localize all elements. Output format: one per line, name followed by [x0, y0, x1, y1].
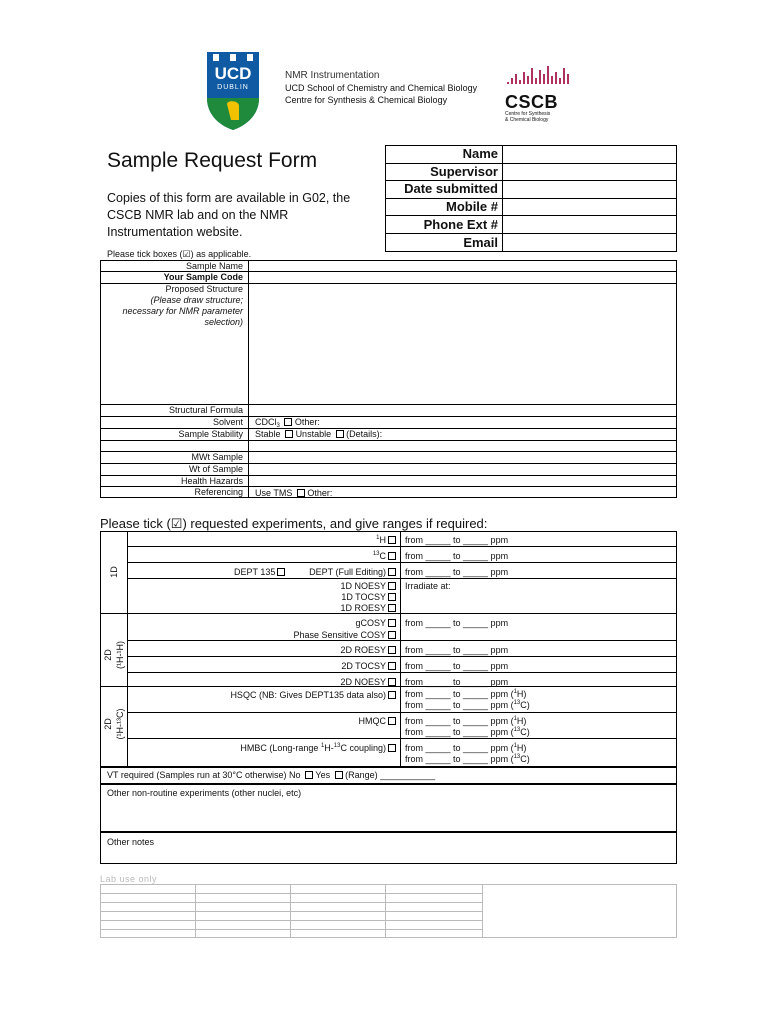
solvent-options	[255, 416, 320, 428]
range-hsqc-c[interactable]	[405, 699, 530, 711]
hsqc-h-tag: H)	[516, 689, 527, 699]
field-name[interactable]	[503, 146, 676, 162]
unstable-label: Unstable	[295, 429, 332, 439]
field-structure-drawing[interactable]	[249, 284, 676, 403]
use-tms-label: Use TMS	[255, 488, 293, 498]
exp-hmqc: HMQC	[358, 716, 386, 726]
exp-13c: C	[379, 551, 386, 561]
label-proposed-structure: Proposed Structure	[165, 284, 243, 294]
label-mobile: Mobile #	[445, 199, 498, 215]
label-hazards: Health Hazards	[180, 476, 243, 486]
range-dept[interactable]: from _____ to _____ ppm	[405, 567, 509, 577]
exp-dept-full: DEPT (Full Editing)	[309, 567, 386, 577]
vt-yes: Yes	[315, 770, 331, 780]
range-1h[interactable]: from _____ to _____ ppm	[405, 535, 509, 545]
intro-text: Copies of this form are available in G02, the CSCB NMR lab and on the NMR Instrumentation website.	[107, 191, 351, 239]
13c-checkbox[interactable]	[388, 552, 396, 560]
vt-yes-checkbox[interactable]	[335, 771, 343, 779]
2d-noesy-checkbox[interactable]	[388, 678, 396, 686]
label-phone-ext: Phone Ext #	[423, 216, 498, 232]
label-wt: Wt of Sample	[188, 464, 243, 474]
1h-checkbox[interactable]	[388, 536, 396, 544]
label-name: Name	[462, 146, 498, 161]
field-supervisor[interactable]	[503, 164, 676, 180]
ucd-logo	[205, 50, 261, 132]
1d-tocsy-checkbox[interactable]	[388, 593, 396, 601]
irradiate-label: Irradiate at:	[405, 581, 451, 591]
org-line2: UCD School of Chemistry and Chemical Biology	[285, 83, 478, 93]
range-hmbc-h-text: from _____ to _____ ppm (	[405, 743, 514, 753]
hsqc-c-sup: 13	[513, 700, 521, 706]
unstable-checkbox[interactable]	[336, 430, 344, 438]
other-notes-box[interactable]	[100, 832, 677, 864]
hsqc-c-tag: C)	[520, 700, 530, 710]
hmbc-c-tag: C)	[520, 754, 530, 764]
experiments-heading: Please tick (☑) requested experiments, and give ranges if required:	[100, 516, 488, 531]
hmbc-b: C coupling)	[340, 743, 386, 753]
stable-checkbox[interactable]	[285, 430, 293, 438]
field-date-submitted[interactable]	[503, 181, 676, 197]
dept-full-checkbox[interactable]	[388, 568, 396, 576]
c13-sup: 13	[372, 551, 380, 557]
field-email[interactable]	[503, 234, 676, 251]
exp-2d-noesy: 2D NOESY	[340, 677, 386, 687]
structure-note2: necessary for NMR parameter	[122, 306, 243, 316]
cscb-logo	[505, 64, 575, 123]
label-structural-formula: Structural Formula	[168, 405, 243, 415]
solvent-cdcl: CDCl	[255, 417, 277, 427]
gcosy-checkbox[interactable]	[388, 619, 396, 627]
stability-options	[255, 428, 382, 440]
label-referencing: Referencing	[194, 487, 243, 497]
org-line3: Centre for Synthesis & Chemical Biology	[285, 95, 448, 105]
ps-cosy-checkbox[interactable]	[388, 631, 396, 639]
hsqc-h-sup: 1	[513, 689, 517, 695]
1d-noesy-checkbox[interactable]	[388, 582, 396, 590]
other-nuclei-label: Other non-routine experiments (other nuclei, etc)	[107, 788, 302, 798]
range-hsqc-h-text: from _____ to _____ ppm (	[405, 689, 514, 699]
range-hmbc-c-text: from _____ to _____ ppm (	[405, 754, 514, 764]
vt-text: VT required (Samples run at 30°C otherwise) No	[107, 770, 301, 780]
solvent-cdcl-sub: 3	[276, 423, 280, 429]
experiment-labels	[130, 531, 396, 767]
use-tms-checkbox[interactable]	[297, 489, 305, 497]
range-column	[405, 531, 675, 767]
group-2d-hc	[102, 684, 126, 764]
hmqc-checkbox[interactable]	[388, 717, 396, 725]
exp-hsqc: HSQC (NB: Gives DEPT135 data also)	[230, 690, 386, 700]
1d-roesy-checkbox[interactable]	[388, 604, 396, 612]
page-title: Sample Request Form	[107, 149, 318, 172]
exp-dept135: DEPT 135	[234, 567, 276, 577]
cscb-logo-text: CSCB	[505, 92, 559, 112]
label-mwt: MWt Sample	[191, 452, 243, 462]
2d-roesy-checkbox[interactable]	[388, 646, 396, 654]
exp-2d-roesy: 2D ROESY	[340, 645, 386, 655]
label-date-submitted: Date submitted	[404, 181, 498, 197]
exp-2d-tocsy: 2D TOCSY	[341, 661, 386, 671]
hmbc-checkbox[interactable]	[388, 744, 396, 752]
label-sample-code: Your Sample Code	[163, 272, 243, 282]
exp-1d-noesy: 1D NOESY	[340, 581, 386, 591]
cscb-sub1: Centre for Synthesis	[505, 111, 551, 117]
label-supervisor: Supervisor	[430, 163, 498, 179]
exp-ps-cosy: Phase Sensitive COSY	[293, 630, 386, 640]
range-13c[interactable]: from _____ to _____ ppm	[405, 551, 509, 561]
label-sample-stability: Sample Stability	[178, 429, 243, 439]
label-email: Email	[463, 234, 498, 250]
org-text	[285, 70, 477, 106]
hmqc-c-sup: 13	[513, 727, 521, 733]
tick-note: Please tick boxes (☑) as applicable.	[107, 249, 252, 259]
field-mobile[interactable]	[503, 199, 676, 215]
hmbc-sup2: 13	[333, 743, 341, 749]
details-label: (Details):	[346, 429, 383, 439]
logo-dublin-text: DUBLIN	[217, 84, 249, 91]
hmbc-sup1: 1	[320, 743, 325, 749]
solvent-other: Other:	[294, 417, 320, 427]
exp-1h: H	[379, 535, 386, 545]
vt-range[interactable]: (Range) ___________	[345, 770, 436, 780]
hmqc-c-tag: C)	[520, 727, 530, 737]
range-2d-noesy[interactable]: from _____ to _____ ppm	[405, 677, 509, 687]
range-2d-tocsy[interactable]: from _____ to _____ ppm	[405, 661, 509, 671]
ref-other-label: Other:	[307, 488, 333, 498]
hmbc-h-tag: H)	[516, 743, 527, 753]
hmqc-h-sup: 1	[513, 716, 517, 722]
structure-note3: selection)	[204, 317, 243, 327]
range-hmqc-h-text: from _____ to _____ ppm (	[405, 716, 514, 726]
range-hmqc-c-text: from _____ to _____ ppm (	[405, 727, 514, 737]
vt-options	[107, 769, 435, 781]
exp-1d-roesy: 1D ROESY	[340, 603, 386, 613]
dept135-checkbox[interactable]	[277, 568, 285, 576]
range-2d-roesy[interactable]: from _____ to _____ ppm	[405, 645, 509, 655]
exp-hmbc-a: HMBC (Long-range	[240, 743, 321, 753]
range-hsqc-c-text: from _____ to _____ ppm (	[405, 700, 514, 710]
referencing-options	[255, 487, 332, 499]
h1-sup: 1	[376, 535, 380, 541]
label-sample-name: Sample Name	[185, 261, 243, 271]
logo-ucd-text: UCD	[214, 64, 252, 83]
cscb-sub2: & Chemical Biology	[505, 117, 549, 123]
hsqc-checkbox[interactable]	[388, 691, 396, 699]
lab-use-label: Lab use only	[100, 874, 158, 884]
cdcl3-checkbox[interactable]	[284, 418, 292, 426]
group-2d-hh-a: 2D	[103, 649, 113, 661]
hmbc-c-sup: 13	[513, 754, 521, 760]
vt-no-checkbox[interactable]	[305, 771, 313, 779]
range-hmqc-c[interactable]	[405, 726, 530, 738]
hmbc-h-sup: 1	[513, 743, 517, 749]
range-gcosy[interactable]: from _____ to _____ ppm	[405, 618, 509, 628]
exp-1d-tocsy: 1D TOCSY	[341, 592, 386, 602]
group-2d-hc-a: 2D	[103, 718, 113, 730]
other-notes-label: Other notes	[107, 837, 155, 847]
cscb-dots-icon	[505, 64, 575, 88]
group-2d-hh-b: (¹H-¹H)	[115, 641, 125, 669]
label-solvent: Solvent	[212, 417, 243, 427]
field-phone-ext[interactable]	[503, 216, 676, 232]
group-1d: 1D	[109, 566, 119, 578]
group-2d-hc-b: (¹H-¹³C)	[115, 708, 125, 740]
structure-note1: (Please draw structure;	[150, 295, 243, 305]
range-hmbc-c[interactable]	[405, 753, 530, 765]
exp-gcosy: gCOSY	[355, 618, 386, 628]
hmqc-h-tag: H)	[516, 716, 527, 726]
org-line1: NMR Instrumentation	[285, 70, 380, 81]
stable-label: Stable	[255, 429, 281, 439]
hmbc-mid: H-	[324, 743, 334, 753]
group-2d-hh	[102, 615, 126, 695]
2d-tocsy-checkbox[interactable]	[388, 662, 396, 670]
